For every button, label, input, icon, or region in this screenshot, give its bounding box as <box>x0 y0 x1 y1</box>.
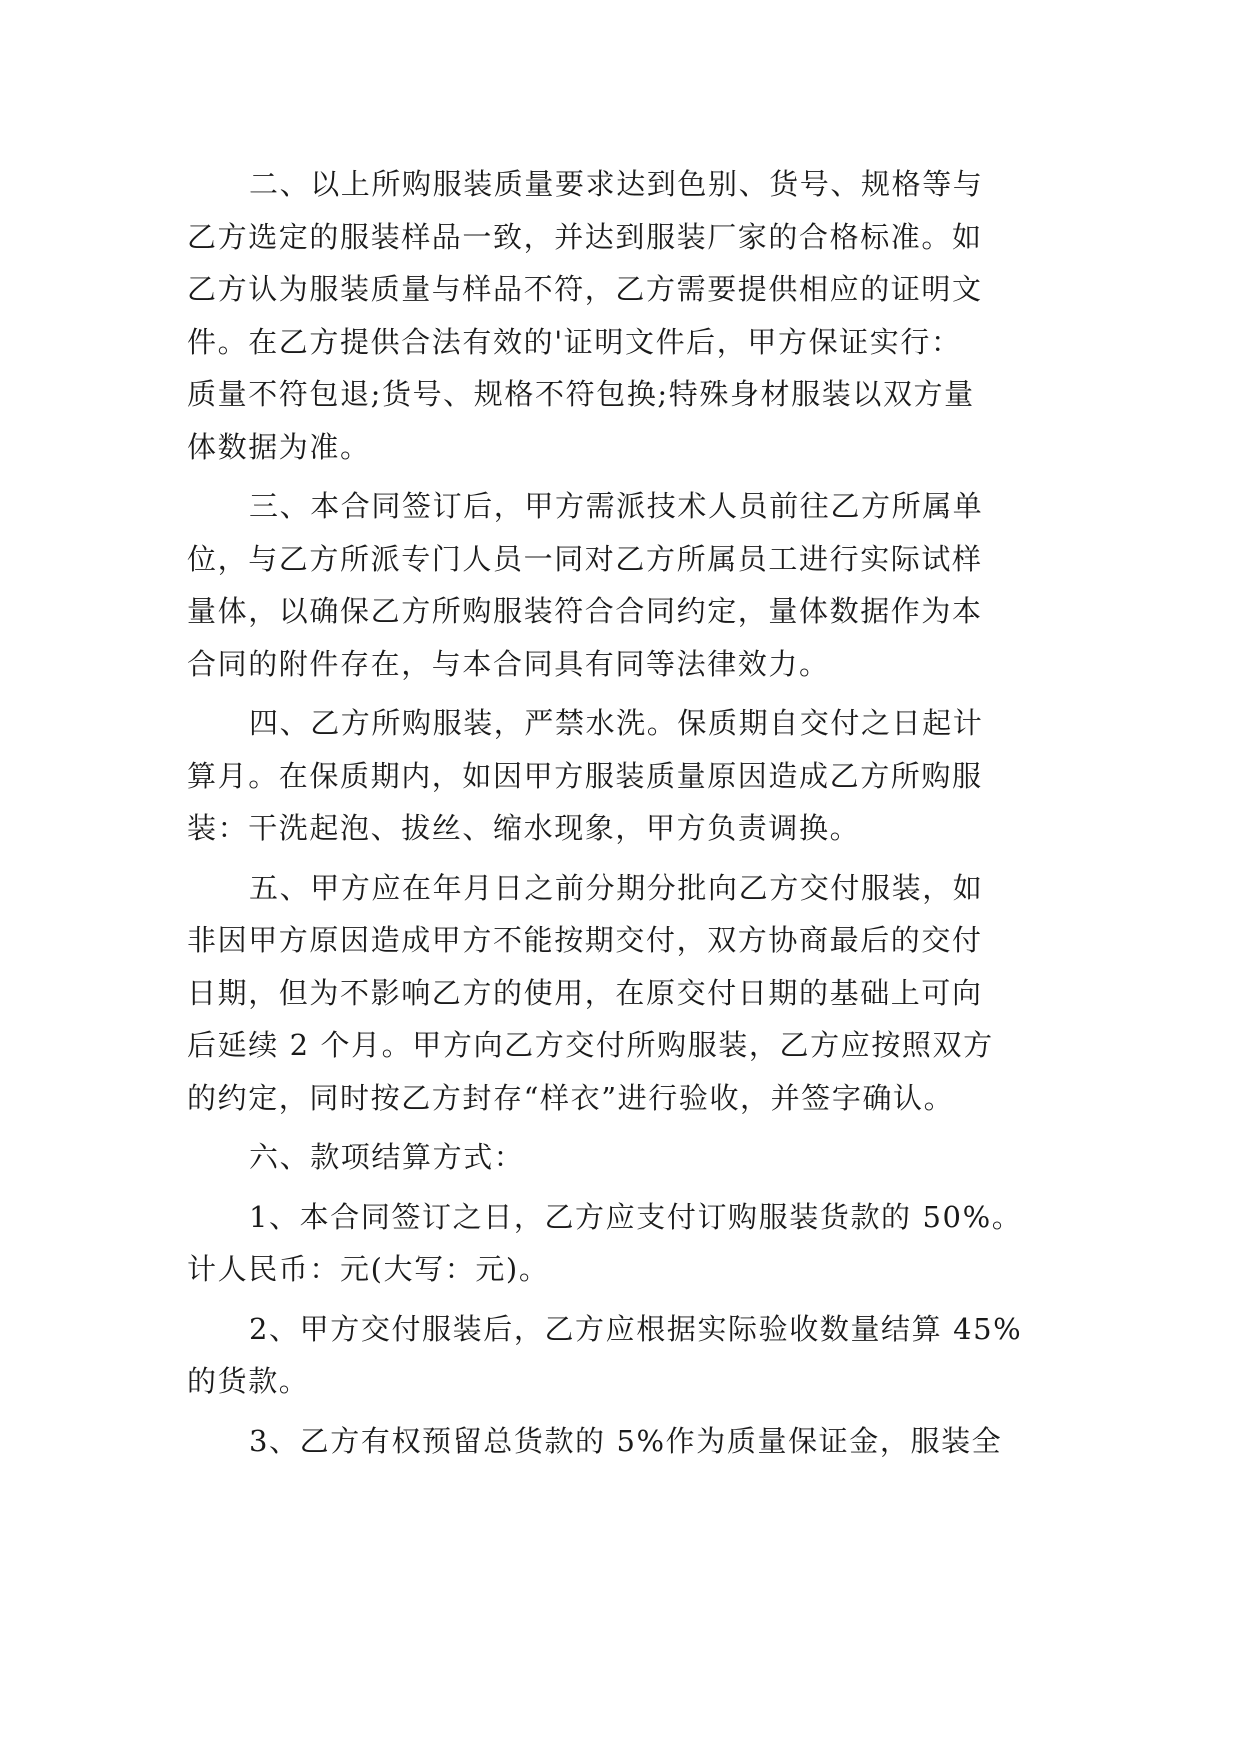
text-line: 乙方认为服装质量与样品不符，乙方需要提供相应的证明文 <box>187 272 983 306</box>
contract-body <box>187 158 1057 1474</box>
text-line: 3、乙方有权预留总货款的 5%作为质量保证金，服装全 <box>249 1423 1003 1458</box>
text-line: 合同的附件存在，与本合同具有同等法律效力。 <box>187 646 830 681</box>
text-line: 六、款项结算方式： <box>249 1140 525 1174</box>
payment-item-3 <box>187 1415 1057 1468</box>
text-line: 装：干洗起泡、拔丝、缩水现象，甲方负责调换。 <box>187 811 861 845</box>
text-line: 二、以上所购服装质量要求达到色别、货号、规格等与 <box>249 167 984 201</box>
clause-4-paragraph <box>187 697 1057 855</box>
text-line: 件。在乙方提供合法有效的'证明文件后，甲方保证实行： <box>187 324 962 359</box>
clause-2-paragraph <box>187 158 1057 473</box>
text-line: 非因甲方原因造成甲方不能按期交付，双方协商最后的交付 <box>187 923 983 957</box>
text-line: 后延续 2 个月。甲方向乙方交付所购服装，乙方应按照双方 <box>187 1028 994 1062</box>
text-line: 量体，以确保乙方所购服装符合合同约定，量体数据作为本 <box>187 594 983 628</box>
text-line: 五、甲方应在年月日之前分期分批向乙方交付服装，如 <box>249 870 984 905</box>
clause-6-heading <box>187 1131 1057 1184</box>
text-line: 的约定，同时按乙方封存“样衣”进行验收，并签字确认。 <box>187 1080 955 1115</box>
text-line: 日期，但为不影响乙方的使用，在原交付日期的基础上可向 <box>187 975 983 1010</box>
payment-item-1 <box>187 1191 1057 1296</box>
clause-5-paragraph <box>187 862 1057 1125</box>
text-line: 位，与乙方所派专门人员一同对乙方所属员工进行实际试样 <box>187 541 983 576</box>
text-line: 2、甲方交付服装后，乙方应根据实际验收数量结算 45% <box>249 1311 1023 1346</box>
text-line: 乙方选定的服装样品一致，并达到服装厂家的合格标准。如 <box>187 219 983 254</box>
text-line: 1、本合同签订之日，乙方应支付订购服装货款的 50%。 <box>249 1199 1023 1234</box>
payment-item-2 <box>187 1303 1057 1408</box>
text-line: 体数据为准。 <box>187 429 371 464</box>
text-line: 算月。在保质期内，如因甲方服装质量原因造成乙方所购服 <box>187 758 983 793</box>
text-line: 四、乙方所购服装，严禁水洗。保质期自交付之日起计 <box>249 706 984 740</box>
text-line: 质量不符包退;货号、规格不符包换;特殊身材服装以双方量 <box>187 377 975 411</box>
clause-3-paragraph <box>187 480 1057 690</box>
text-line: 的货款。 <box>187 1364 310 1398</box>
text-line: 计人民币：元(大写：元)。 <box>187 1252 550 1286</box>
text-line: 三、本合同签订后，甲方需派技术人员前往乙方所属单 <box>249 489 984 523</box>
